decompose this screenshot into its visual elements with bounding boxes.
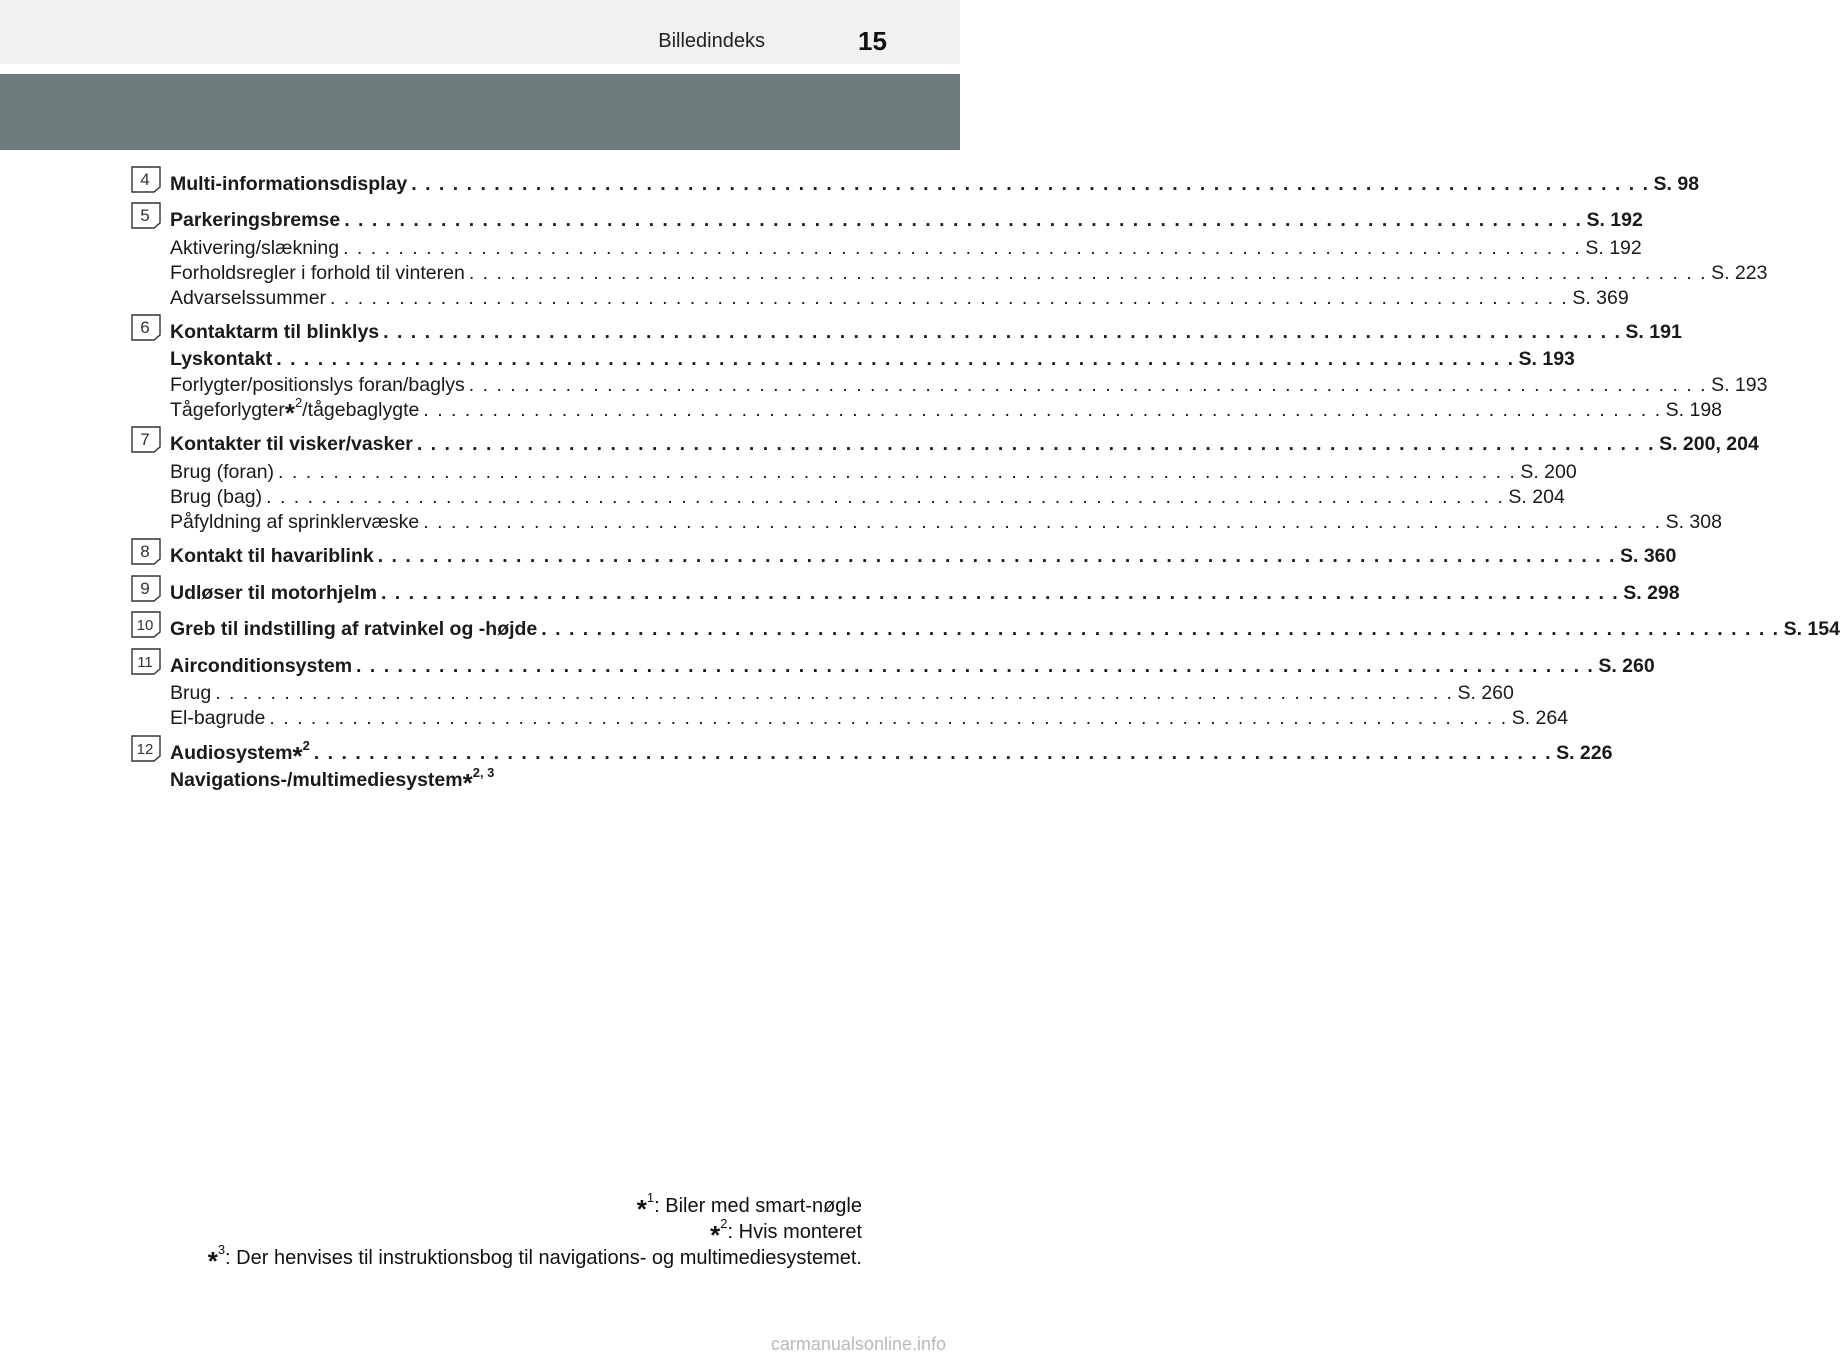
index-entry (170, 485, 1565, 509)
dot-leader: . . . . . . . . . . . . . . . . . . . . . . . . . . . . . . . . . . . . . . . . . . . . . . . . . . . . . . . . . . . . . . . . . . . . . . . . . . . . . . . . . . . . . . . . . . (313, 742, 1553, 764)
dot-leader: . . . . . . . . . . . . . . . . . . . . . . . . . . . . . . . . . . . . . . . . . . . . . . . . . . . . . . . . . . . . . . . . . . . . . . . . . . . . . . . . . . . . . . . . . . (266, 486, 1505, 508)
page-reference[interactable]: S. 193 (1711, 374, 1768, 396)
index-entry (170, 394, 1723, 428)
page-reference[interactable]: S. 298 (1623, 582, 1680, 604)
index-entry (170, 347, 1575, 371)
footnote-asterisk: * (292, 741, 303, 771)
footnote-text: : Biler med smart-nøgle (654, 1195, 862, 1217)
entry-title (170, 706, 265, 730)
section-marker (131, 166, 161, 193)
page-reference[interactable]: S. 154 (1783, 618, 1840, 640)
entry-title-text: Advarselssummer (170, 287, 327, 309)
footnote-ref: 2 (295, 394, 303, 410)
index-entry (170, 681, 1514, 705)
entry-title-text: Greb til indstilling af ratvinkel og -højde (170, 618, 538, 640)
entry-title-text: Forlygter/positionslys foran/baglys (170, 374, 465, 396)
index-entry (170, 581, 1680, 605)
footnote-asterisk: * (636, 1194, 647, 1224)
page-reference[interactable]: S. 200 (1520, 461, 1577, 483)
section-marker-number: 9 (140, 579, 150, 598)
entry-title-text: Navigations-/multimediesystem (170, 769, 463, 791)
footnote-asterisk: * (462, 768, 473, 798)
page-reference[interactable]: S. 264 (1511, 707, 1569, 729)
index-entry (170, 460, 1577, 484)
footnotes (102, 1190, 862, 1276)
watermark: carmanualsonline.info (770, 1334, 946, 1354)
section-marker (131, 575, 161, 602)
entry-title (170, 172, 407, 196)
section-marker-number: 8 (140, 542, 150, 561)
section-marker (131, 611, 161, 638)
entry-title-text: Lyskontakt (170, 348, 273, 370)
entry-title-text: Multi-informationsdisplay (170, 173, 408, 195)
section-marker (131, 648, 161, 675)
dot-leader: . . . . . . . . . . . . . . . . . . . . . . . . . . . . . . . . . . . . . . . . . . . . . . . . . . . . . . . . . . . . . . . . . . . . . . . . . . . . . . . . . . . . . . . . . . (423, 399, 1662, 421)
index-entry (170, 706, 1569, 730)
footnote-number: 2 (720, 1216, 728, 1232)
footnote (102, 1216, 862, 1250)
entry-title-text: Aktivering/slækning (170, 237, 340, 259)
index-entry (170, 286, 1629, 310)
dot-leader: . . . . . . . . . . . . . . . . . . . . . . . . . . . . . . . . . . . . . . . . . . . . . . . . . . . . . . . . . . . . . . . . . . . . . . . . . . . . . . . . . . . . . . . . . . (423, 511, 1662, 533)
entry-title-text: Brug (170, 682, 212, 704)
dot-leader: . . . . . . . . . . . . . . . . . . . . . . . . . . . . . . . . . . . . . . . . . . . . . . . . . . . . . . . . . . . . . . . . . . . . . . . . . . . . . . . . . . . . . . . . . . (380, 582, 1620, 604)
dot-leader: . . . . . . . . . . . . . . . . . . . . . . . . . . . . . . . . . . . . . . . . . . . . . . . . . . . . . . . . . . . . . . . . . . . . . . . . . . . . . . . . . . . . . . . . . . (343, 237, 1582, 259)
footnote (102, 1242, 862, 1276)
section-marker-number: 12 (136, 741, 154, 758)
entry-title (170, 373, 465, 397)
index-entry (170, 764, 823, 798)
entry-title-text: Brug (foran) (170, 461, 275, 483)
entry-title (170, 581, 377, 605)
entry-title-text: Audiosystem (170, 742, 293, 764)
page-reference[interactable]: S. 98 (1653, 173, 1700, 195)
section-marker (131, 538, 161, 565)
entry-title (170, 394, 420, 428)
entry-title-text: El-bagrude (170, 707, 266, 729)
footnote-asterisk: * (207, 1246, 218, 1276)
dot-leader: . . . . . . . . . . . . . . . . . . . . . . . . . . . . . . . . . . . . . . . . . . . . . . . . . . . . . . . . . . . . . . . . . . . . . . . . . . . . . . . . . . . . . . . . . . (356, 655, 1595, 677)
entry-title-text: Kontakt til havariblink (170, 545, 374, 567)
section-marker-number: 5 (140, 206, 150, 225)
entry-title-text: Kontaktarm til blinklys (170, 321, 380, 343)
footnote-ref: 2 (302, 737, 310, 753)
dot-leader: . . . . . . . . . . . . . . . . . . . . . . . . . . . . . . . . . . . . . . . . . . . . . . . . . . . . . . . . . . . . . . . . . . . . . . . . . . . . . . . . . . . . . . . . . . (276, 348, 1515, 370)
dot-leader: . . . . . . . . . . . . . . . . . . . . . . . . . . . . . . . . . . . . . . . . . . . . . . . . . . . . . . . . . . . . . . . . . . . . . . . . . . . . . . . . . . . . . . . . . . (468, 262, 1708, 284)
entry-title (170, 208, 340, 232)
entry-title-suffix: /tågebaglygte (302, 399, 420, 421)
dot-leader: . . . . . . . . . . . . . . . . . . . . . . . . . . . . . . . . . . . . . . . . . . . . . . . . . . . . . . . . . . . . . . . . . . . . . . . . . . . . . . . . . . . . . . . . . . (411, 173, 1650, 195)
entry-title (170, 764, 495, 798)
dot-leader: . . . . . . . . . . . . . . . . . . . . . . . . . . . . . . . . . . . . . . . . . . . . . . . . . . . . . . . . . . . . . . . . . . . . . . . . . . . . . . . . . . . . . . . . . . (330, 287, 1569, 309)
index-entry (170, 510, 1722, 534)
page-reference[interactable]: S. 198 (1665, 399, 1723, 421)
entry-title-text: Kontakter til visker/vasker (170, 433, 413, 455)
section-marker (131, 426, 161, 453)
section-marker (131, 735, 161, 762)
section-marker-number: 11 (137, 654, 153, 671)
index-entry (170, 236, 1642, 260)
page-reference[interactable]: S. 308 (1665, 511, 1722, 533)
dot-leader: . . . . . . . . . . . . . . . . . . . . . . . . . . . . . . . . . . . . . . . . . . . . . . . . . . . . . . . . . . . . . . . . . . . . . . . . . . . . . . . . . . . . . . . . . . (344, 209, 1583, 231)
dot-leader: . . . . . . . . . . . . . . . . . . . . . . . . . . . . . . . . . . . . . . . . . . . . . . . . . . . . . . . . . . . . . . . . . . . . . . . . . . . . . . . . . . . . . . . . . . (416, 433, 1656, 455)
entry-title (170, 286, 326, 310)
entry-title (170, 236, 339, 260)
entry-title-text: Tågeforlygter (170, 399, 285, 421)
section-marker-number: 4 (140, 170, 150, 189)
index-entry (170, 172, 1700, 196)
dot-leader: . . . . . . . . . . . . . . . . . . . . . . . . . . . . . . . . . . . . . . . . . . . . . . . . . . . . . . . . . . . . . . . . . . . . . . . . . . . . . . . . . . . . . . . . . . (468, 374, 1708, 396)
entry-title (170, 347, 272, 371)
footnote-asterisk: * (284, 398, 296, 428)
page-number: 15 (858, 26, 887, 56)
dot-leader: . . . . . . . . . . . . . . . . . . . . . . . . . . . . . . . . . . . . . . . . . . . . . . . . . . . . . . . . . . . . . . . . . . . . . . . . . . . . . . . . . . . . . . . . . . (377, 545, 1616, 567)
footnote-text: : Hvis monteret (727, 1221, 862, 1243)
dot-leader: . . . . . . . . . . . . . . . . . . . . . . . . . . . . . . . . . . . . . . . . . . . . . . . . . . . . . . . . . . . . . . . . . . . . . . . . . . . . . . . . . . . . . . . . . . (269, 707, 1508, 729)
footnote-number: 1 (646, 1190, 655, 1206)
page-reference[interactable]: S. 369 (1572, 287, 1629, 309)
section-marker-number: 7 (140, 430, 150, 449)
header-band (0, 74, 960, 150)
page-reference[interactable]: S. 191 (1625, 321, 1682, 343)
section-marker (131, 202, 161, 229)
footnote-number: 3 (217, 1242, 226, 1258)
entry-title (170, 460, 274, 484)
page-reference[interactable]: S. 193 (1518, 348, 1575, 370)
entry-title (170, 737, 310, 771)
section-title: Billedindeks (658, 30, 765, 52)
entry-title-text: Påfyldning af sprinklervæske (170, 511, 420, 533)
footnote (102, 1190, 862, 1224)
index-entry (170, 544, 1677, 568)
index-entry (170, 261, 1768, 285)
footnote-text: : Der henvises til instruktionsbog til navigations- og multimediesystemet. (225, 1247, 862, 1269)
dot-leader: . . . . . . . . . . . . . . . . . . . . . . . . . . . . . . . . . . . . . . . . . . . . . . . . . . . . . . . . . . . . . . . . . . . . . . . . . . . . . . . . . . . . . . . . . . (541, 618, 1780, 640)
entry-title (170, 617, 537, 641)
entry-title (170, 544, 374, 568)
entry-title (170, 261, 465, 285)
index-entry (170, 432, 1759, 456)
entry-title (170, 432, 413, 456)
entry-title (170, 654, 352, 678)
index-entry (170, 320, 1682, 344)
page-reference[interactable]: S. 260 (1598, 655, 1655, 677)
page-reference[interactable]: S. 260 (1457, 682, 1514, 704)
index-entry (170, 654, 1655, 678)
index-entry (170, 617, 1840, 641)
index-entry (170, 208, 1643, 232)
entry-title (170, 681, 211, 705)
page-reference[interactable]: S. 192 (1585, 237, 1642, 259)
dot-leader: . . . . . . . . . . . . . . . . . . . . . . . . . . . . . . . . . . . . . . . . . . . . . . . . . . . . . . . . . . . . . . . . . . . . . . . . . . . . . . . . . . . . . . . . . . (215, 682, 1454, 704)
dot-leader: . . . . . . . . . . . . . . . . . . . . . . . . . . . . . . . . . . . . . . . . . . . . . . . . . . . . . . . . . . . . . . . . . . . . . . . . . . . . . . . . . . . . . . . . . . (278, 461, 1517, 483)
section-marker-number: 10 (136, 617, 154, 634)
entry-title-text: Airconditionsystem (170, 655, 353, 677)
entry-title (170, 510, 419, 534)
page-reference[interactable]: S. 204 (1508, 486, 1565, 508)
entry-title-text: Brug (bag) (170, 486, 263, 508)
entry-title-text: Udløser til motorhjelm (170, 582, 377, 604)
dot-leader: . . . . . . . . . . . . . . . . . . . . . . . . . . . . . . . . . . . . . . . . . . . . . . . . . . . . . . . . . . . . . . . . . . . . . . . . . . . . . . . . . . . . . . . . . . (383, 321, 1622, 343)
page-reference[interactable]: S. 200, 204 (1659, 433, 1759, 455)
page-reference[interactable]: S. 226 (1556, 742, 1613, 764)
index-entry (170, 737, 1613, 771)
entry-title-text: Forholdsregler i forhold til vinteren (170, 262, 465, 284)
entry-title (170, 485, 262, 509)
footnote-asterisk: * (710, 1220, 721, 1250)
page-reference[interactable]: S. 192 (1586, 209, 1643, 231)
section-marker (131, 314, 161, 341)
index-entry (170, 373, 1768, 397)
page-reference[interactable]: S. 360 (1619, 545, 1677, 567)
page-reference[interactable]: S. 223 (1711, 262, 1768, 284)
entry-title (170, 320, 379, 344)
entry-title-text: Parkeringsbremse (170, 209, 341, 231)
footnote-ref: 2, 3 (472, 764, 495, 780)
section-marker-number: 6 (140, 318, 150, 337)
